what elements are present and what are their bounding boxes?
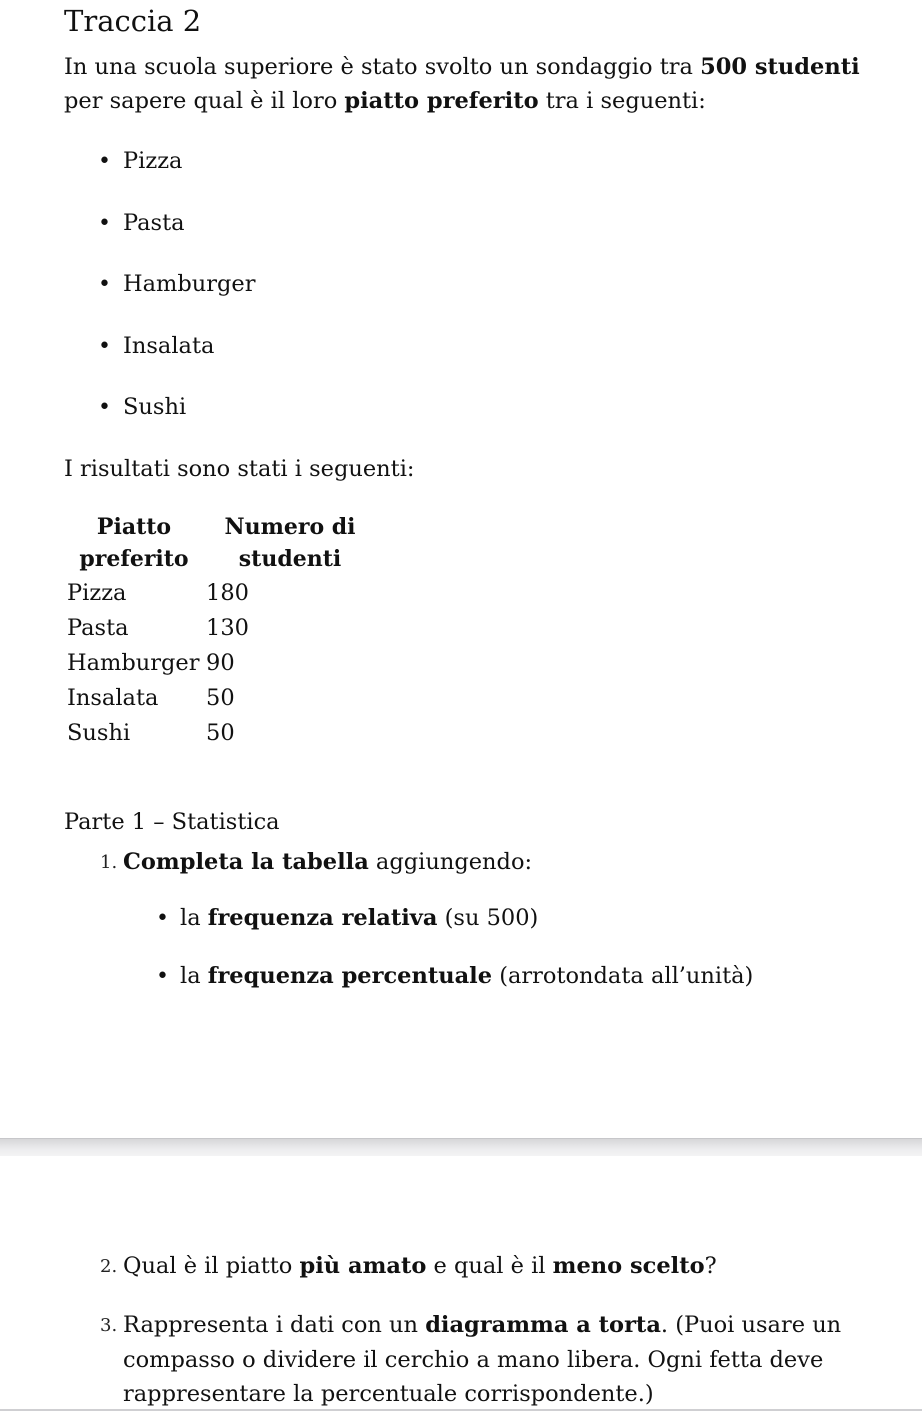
question-1-sub-1: la frequenza relativa (su 500) (180, 905, 539, 931)
intro-line-2: per sapere qual è il loro piatto preferito tra i seguenti: (64, 88, 706, 114)
intro-line-1: In una scuola superiore è stato svolto un sondaggio tra 500 studenti (64, 54, 860, 80)
table-header-count: Numero di studenti (224, 514, 356, 572)
table-cell-dish: Insalata (67, 685, 159, 711)
document-page-2 (0, 1156, 922, 1411)
question-1: Completa la tabella aggiungendo: (123, 849, 533, 875)
bullet-icon: • (98, 334, 111, 359)
list-item: Pizza (123, 148, 183, 174)
part1-heading: Parte 1 – Statistica (64, 809, 280, 835)
bullet-icon: • (98, 149, 111, 174)
question-2: Qual è il piatto più amato e qual è il meno scelto? (123, 1253, 717, 1279)
table-cell-count: 90 (206, 650, 235, 676)
table-cell-dish: Pizza (67, 580, 127, 606)
table-cell-count: 50 (206, 685, 235, 711)
table-cell-dish: Pasta (67, 615, 129, 641)
list-item: Insalata (123, 333, 215, 359)
question-1-sub-2: la frequenza percentuale (arrotondata all’unità) (180, 963, 754, 989)
table-cell-count: 50 (206, 720, 235, 746)
results-intro: I risultati sono stati i seguenti: (64, 456, 415, 482)
list-item: Pasta (123, 210, 185, 236)
table-cell-count: 180 (206, 580, 249, 606)
table-cell-dish: Sushi (67, 720, 131, 746)
table-header-dish: Piatto preferito (79, 514, 189, 572)
bullet-icon: • (98, 211, 111, 236)
table-cell-count: 130 (206, 615, 249, 641)
bullet-icon: • (156, 906, 169, 931)
bullet-icon: • (98, 395, 111, 420)
bullet-icon: • (156, 964, 169, 989)
list-item: Sushi (123, 394, 187, 420)
question-3-line-3: rappresentare la percentuale corrispondente.) (123, 1381, 654, 1407)
page-title: Traccia 2 (64, 4, 202, 38)
question-number: 1. (100, 852, 118, 873)
bullet-icon: • (98, 272, 111, 297)
question-3-line-1: Rappresenta i dati con un diagramma a torta. (Puoi usare un (123, 1312, 842, 1338)
question-number: 2. (100, 1256, 118, 1277)
page-separator (0, 1138, 922, 1157)
table-cell-dish: Hamburger (67, 650, 200, 676)
question-number: 3. (100, 1315, 118, 1336)
list-item: Hamburger (123, 271, 256, 297)
question-3-line-2: compasso o dividere il cerchio a mano libera. Ogni fetta deve (123, 1347, 824, 1373)
